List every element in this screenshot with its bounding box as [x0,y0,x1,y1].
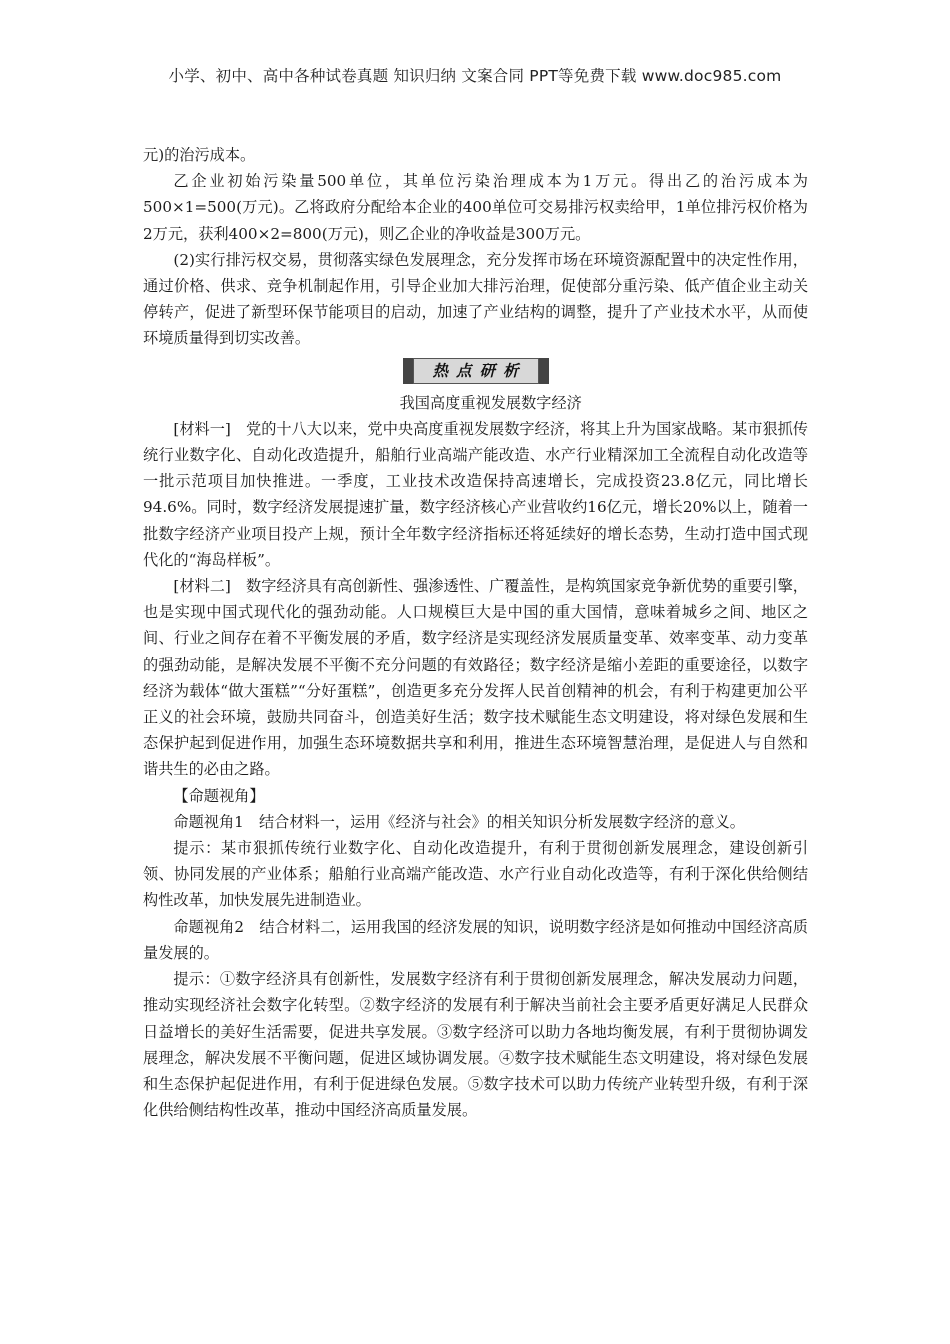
material-one: [材料一] 党的十八大以来，党中央高度重视发展数字经济，将其上升为国家战略。某市狠抓传统行业数字化、自动化改造提升，船舶行业高端产能改造、水产行业精深加工全流程自动化改造等一批示范项目加快推进。一季度，工业技术改造保持高速增长，完成投资23.8亿元，同比增长94.6%。同时，数字经济发展提速扩量，数字经济核心产业营收约16亿元，增长20%以上，随着一批数字经济产业项目投产上规，预计全年数字经济指标还将延续好的增长态势，生动打造中国式现代化的“海岛样板”。 [143,419,808,569]
section-banner: 热点研析 [413,358,539,384]
section-banner-wrap [143,358,808,388]
paragraph-answer-2: (2)实行排污权交易，贯彻落实绿色发展理念，充分发挥市场在环境资源配置中的决定性作用，通过价格、供求、竞争机制起作用，引导企业加大排污治理，促使部分重污染、低产值企业主动关停转产，促进了新型环保节能项目的启动，加速了产业结构的调整，提升了产业技术水平，从而使环境质量得到切实改善。 [143,250,808,348]
perspective-heading: 【命题视角】 [173,786,265,805]
perspective-2-question: 命题视角2 结合材料二，运用我国的经济发展的知识，说明数字经济是如何推动中国经济高质量发展的。 [143,917,808,962]
paragraph-company-b: 乙企业初始污染量500单位，其单位污染治理成本为1万元。得出乙的治污成本为500×1=500(万元)。乙将政府分配给本企业的400单位可交易排污权卖给甲，1单位排污权价格为2万元，获利400×2=800(万元)，则乙企业的净收益是300万元。 [143,172,808,243]
material-two: [材料二] 数字经济具有高创新性、强渗透性、广覆盖性，是构筑国家竞争新优势的重要引擎，也是实现中国式现代化的强劲动能。人口规模巨大是中国的重大国情，意味着城乡之间、地区之间、行业之间存在着不平衡发展的矛盾，数字经济是实现经济发展质量变革、效率变革、动力变革的强劲动能，是解决发展不平衡不充分问题的有效路径；数字经济是缩小差距的重要途径，以数字经济为载体“做大蛋糕”“分好蛋糕”，创造更多充分发挥人民首创精神的机会，有利于构建更加公平正义的社会环境，鼓励共同奋斗，创造美好生活；数字技术赋能生态文明建设，将对绿色发展和生态保护起到促进作用，加强生态环境数据共享和利用，推进生态环境智慧治理，是促进人与自然和谐共生的必由之路。 [143,577,808,779]
page-header: 小学、初中、高中各种试卷真题 知识归纳 文案合同 PPT等免费下载 www.doc985.com [168,67,782,85]
perspective-1-hint: 提示：某市狠抓传统行业数字化、自动化改造提升，有利于贯彻创新发展理念，建设创新引领、协同发展的产业体系；船舶行业高端产能改造、水产行业自动化改造等，有利于深化供给侧结构性改革，加快发展先进制造业。 [143,839,808,910]
paragraph-continuation: 元)的治污成本。 [143,146,256,164]
document-body [143,142,808,1123]
perspective-1-question: 命题视角1 结合材料一，运用《经济与社会》的相关知识分析发展数字经济的意义。 [173,812,745,831]
perspective-2-hint: 提示：①数字经济具有创新性，发展数字经济有利于贯彻创新发展理念，解决发展动力问题，推动实现经济社会数字化转型。②数字经济的发展有利于解决当前社会主要矛盾更好满足人民群众日益增长的美好生活需要，促进共享发展。③数字经济可以助力各地均衡发展，有利于贯彻协调发展理念，解决发展不平衡问题，促进区域协调发展。④数字技术赋能生态文明建设，将对绿色发展和生态保护起促进作用，有利于促进绿色发展。⑤数字技术可以助力传统产业转型升级，有利于深化供给侧结构性改革，推动中国经济高质量发展。 [143,970,808,1120]
section-title: 我国高度重视发展数字经济 [399,393,582,412]
